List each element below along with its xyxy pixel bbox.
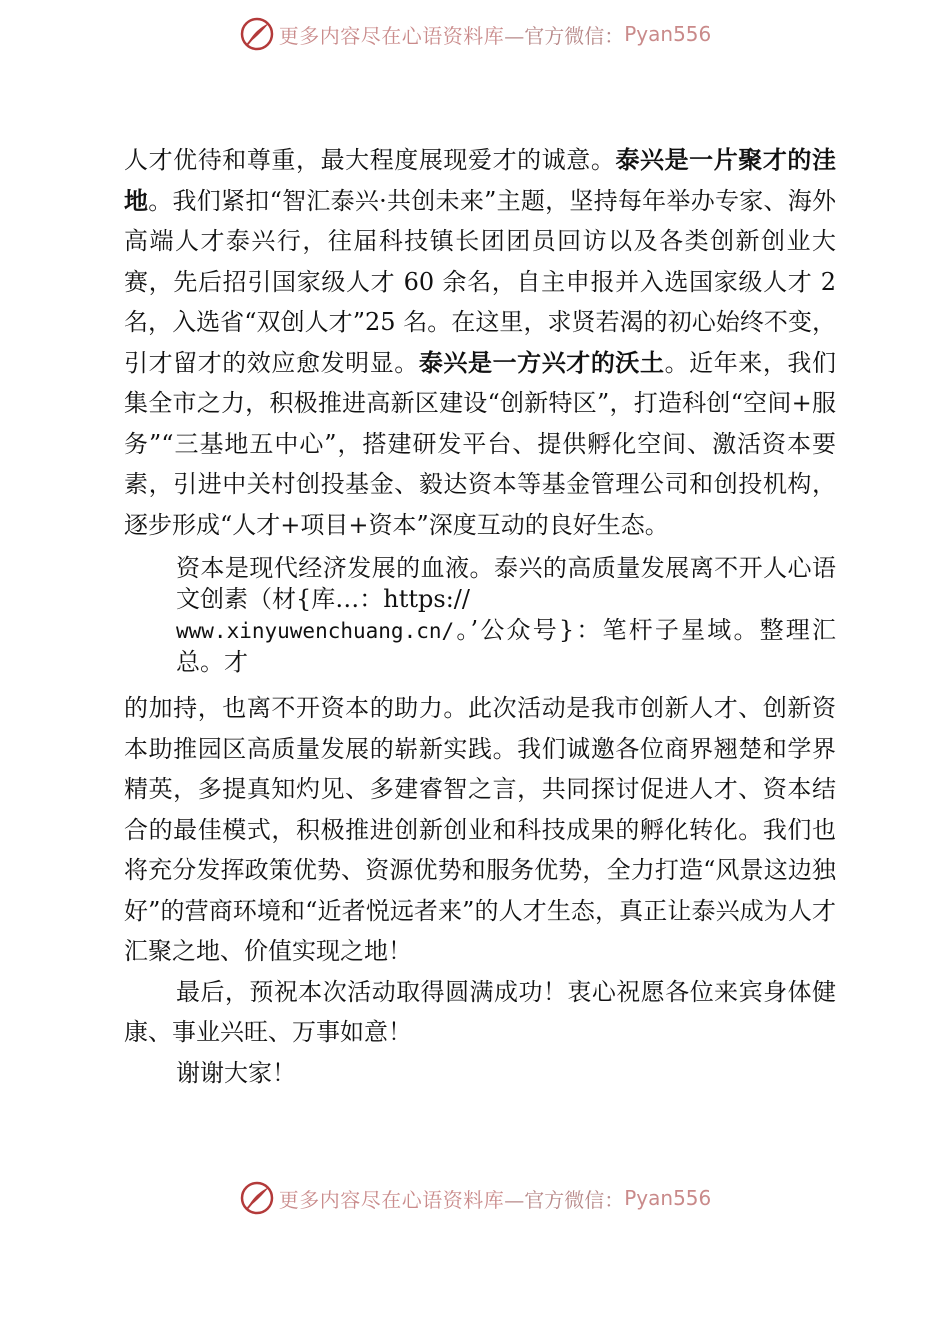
quill-logo-icon <box>239 16 275 52</box>
watermark-wechat-id: Pyan556 <box>624 1186 712 1210</box>
inserted-source-note <box>176 553 836 678</box>
bold-phrase-2: 泰兴是一方兴才的沃土 <box>418 348 665 377</box>
quill-logo-icon <box>239 1180 275 1216</box>
paragraph-1-part-c: 。我们紧扣“智汇泰兴·共创未来”主题，坚持每年举办专家、海外高端人才泰兴行，往届科技镇长团团员回访以及各类创新创业大赛，先后招引国家级人才 60 余名，自主申报并入选国家级人才 2 名，入选省“双创人才”25 名。在这里，求贤若渴的初心始终不变，引才留才的效应愈发明显。 <box>124 186 836 377</box>
watermark-text: 更多内容尽在心语资料库 <box>278 1187 505 1212</box>
header-watermark <box>0 16 950 52</box>
document-body <box>124 140 836 1093</box>
bold-phrase-1: 泰兴是一片聚才的洼地 <box>124 146 837 215</box>
paragraph-1 <box>124 140 836 545</box>
inserted-note-part-a: 资本是现代经济发展的血液。泰兴的高质量发展离不开人心语文创素（材{库…：https:// <box>176 554 836 613</box>
paragraph-5: 谢谢大家！ <box>176 1058 296 1087</box>
inserted-note-url: www.xinyuwenchuang.cn/ <box>176 619 455 643</box>
watermark-wechat-id: Pyan556 <box>624 22 712 46</box>
watermark-contact-label: —官方微信： <box>504 1187 625 1212</box>
watermark-contact-label: —官方微信： <box>504 23 625 48</box>
paragraph-4: 最后，预祝本次活动取得圆满成功！衷心祝愿各位来宾身体健康、事业兴旺、万事如意！ <box>124 977 836 1046</box>
footer-watermark <box>0 1180 950 1216</box>
paragraph-3: 的加持，也离不开资本的助力。此次活动是我市创新人才、创新资本助推园区高质量发展的崭新实践。我们诚邀各位商界翘楚和学界精英，多提真知灼见、多建睿智之言，共同探讨促进人才、资本结合的最佳模式，积极推进创新创业和科技成果的孵化转化。我们也将充分发挥政策优势、资源优势和服务优势，全力打造“风景这边独好”的营商环境和“近者悦远者来”的人才生态，真正让泰兴成为人才汇聚之地、价值实现之地！ <box>124 694 836 965</box>
inserted-note-part-b: 。’公众号}：笔杆子星域。整理汇总。才 <box>176 616 836 676</box>
paragraph-1-part-a: 人才优待和尊重，最大程度展现爱才的诚意。 <box>124 146 616 174</box>
paragraph-1-part-e: 。近年来，我们集全市之力，积极推进高新区建设“创新特区”，打造科创“空间+服务”“三基地五中心”，搭建研发平台、提供孵化空间、激活资本要素，引进中关村创投基金、毅达资本等基金管理公司和创投机构，逐步形成“人才+项目+资本”深度互动的良好生态。 <box>124 348 837 539</box>
watermark-text: 更多内容尽在心语资料库 <box>278 23 505 48</box>
